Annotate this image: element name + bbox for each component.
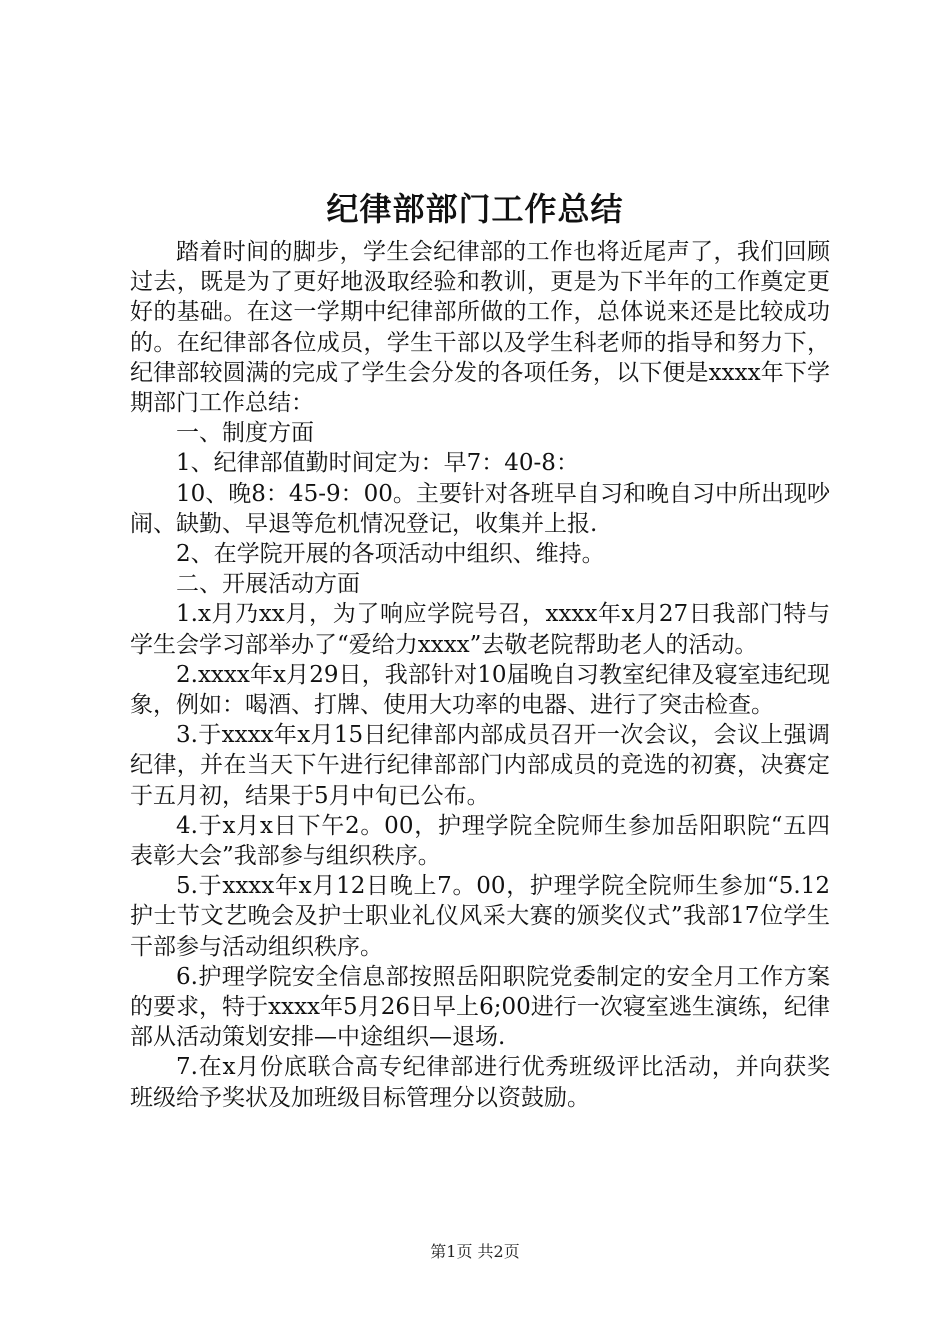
paragraph-maintain-order: 2、在学院开展的各项活动中组织、维持。	[176, 541, 605, 568]
section-heading-system: 一、制度方面	[176, 420, 314, 447]
paragraph-activity-5: 5.于xxxx年x月12日晚上7。00，护理学院全院师生参加“5.12护士节文艺晚会及护士职业礼仪风采大赛的颁奖仪式”我部17位学生干部参与活动组织秩序。	[130, 873, 830, 960]
paragraph-activity-7: 7.在x月份底联合高专纪律部进行优秀班级评比活动，并向获奖班级给予奖状及加班级目标管理分以资鼓励。	[130, 1054, 830, 1111]
paragraph-intro: 踏着时间的脚步，学生会纪律部的工作也将近尾声了，我们回顾过去，既是为了更好地汲取经验和教训，更是为下半年的工作奠定更好的基础。在这一学期中纪律部所做的工作，总体说来还是比较成功的。在纪律部各位成员，学生干部以及学生科老师的指导和努力下，纪律部较圆满的完成了学生会分发的各项任务，以下便是xxxx年下学期部门工作总结：	[130, 239, 830, 417]
paragraph-activity-2: 2.xxxx年x月29日，我部针对10届晚自习教室纪律及寝室违纪现象，例如：喝酒、打牌、使用大功率的电器、进行了突击检查。	[130, 661, 830, 719]
section-heading-activities: 二、开展活动方面	[176, 571, 360, 598]
paragraph-activity-1: 1.x月乃xx月，为了响应学院号召，xxxx年x月27日我部门特与学生会学习部举办了“爱给力xxxx”去敬老院帮助老人的活动。	[130, 601, 830, 658]
document-title: 纪律部部门工作总结	[326, 190, 624, 228]
paragraph-activity-4: 4.于x月x日下午2。00，护理学院全院师生参加岳阳职院“五四表彰大会”我部参与组织秩序。	[130, 812, 830, 870]
paragraph-activity-3: 3.于xxxx年x月15日纪律部内部成员召开一次会议，会议上强调纪律，并在当天下午进行纪律部部门内部成员的竞选的初赛，决赛定于五月初，结果于5月中旬已公布。	[130, 722, 830, 809]
paragraph-activity-6: 6.护理学院安全信息部按照岳阳职院党委制定的安全月工作方案的要求，特于xxxx年5月26日早上6;00进行一次寝室逃生演练，纪律部从活动策划安排—中途组织—退场.	[130, 963, 830, 1051]
document-body	[130, 237, 830, 1113]
paragraph-duty-time: 1、纪律部值勤时间定为：早7：40-8：	[176, 450, 579, 477]
page-number-footer: 第1页 共2页	[430, 1242, 520, 1261]
paragraph-duty-time-cont: 10、晚8：45-9：00。主要针对各班早自习和晚自习中所出现吵闹、缺勤、早退等危机情况登记，收集并上报.	[130, 480, 830, 537]
